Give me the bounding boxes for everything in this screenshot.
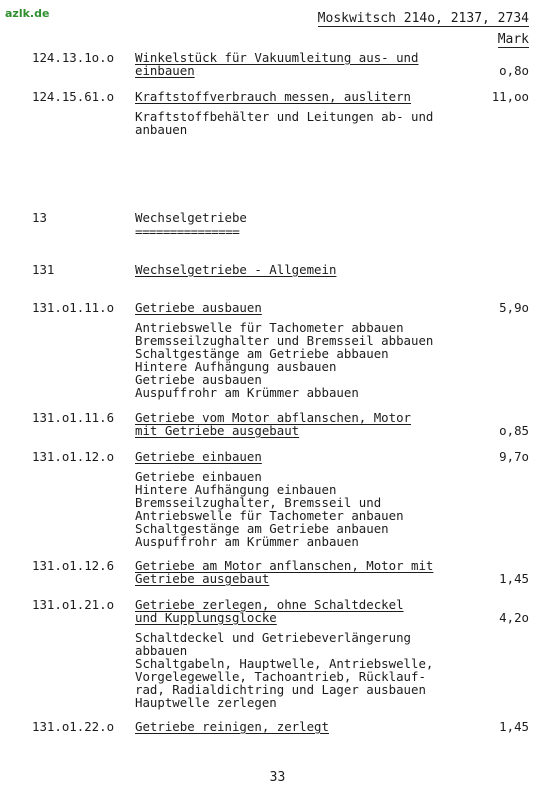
operation-code: 124.13.1o.o bbox=[32, 50, 115, 65]
operation-code: 131.o1.21.o bbox=[32, 597, 115, 612]
price: 11,oo bbox=[491, 89, 529, 104]
operation-title: Winkelstück für Vakuumleitung aus- und einbauen bbox=[135, 50, 419, 78]
operation-title: Getriebe zerlegen, ohne Schaltdeckel und Kupplungsglocke bbox=[135, 597, 404, 625]
operation-title: Getriebe am Motor anflanschen, Motor mit Getriebe ausgebaut bbox=[135, 558, 434, 586]
operation-code: 124.15.61.o bbox=[32, 89, 115, 104]
price: 4,2o bbox=[499, 610, 529, 625]
operation-code: 131.o1.11.6 bbox=[32, 410, 115, 425]
page-number: 33 bbox=[269, 770, 286, 785]
operation-code: 131.o1.22.o bbox=[32, 719, 115, 734]
price: 1,45 bbox=[499, 571, 529, 586]
operation-code: 131.o1.12.6 bbox=[32, 558, 115, 573]
price: 9,7o bbox=[499, 449, 529, 464]
subsection-code: 131 bbox=[32, 262, 55, 277]
operation-title: Getriebe ausbauen bbox=[135, 300, 262, 315]
operation-title: Getriebe reinigen, zerlegt bbox=[135, 719, 329, 734]
operation-title: Getriebe vom Motor abflanschen, Motor mit Getriebe ausgebaut bbox=[135, 410, 412, 438]
operation-title: Kraftstoffverbrauch messen, auslitern bbox=[135, 89, 412, 104]
operation-title: Getriebe einbauen bbox=[135, 449, 262, 464]
operation-details: Antriebswelle für Tachometer abbauen Bremsseilzughalter und Bremsseil abbauen Schaltgestänge am Getriebe abbauen Hintere Aufhängung ausbauen Getriebe ausbauen Auspuffrohr am Krümmer abbauen bbox=[135, 320, 434, 400]
price: o,8o bbox=[499, 63, 529, 78]
watermark: azlk.de bbox=[5, 7, 50, 20]
operation-code: 131.o1.11.o bbox=[32, 300, 115, 315]
operation-code: 131.o1.12.o bbox=[32, 449, 115, 464]
price: 1,45 bbox=[499, 719, 529, 734]
operation-details: Getriebe einbauen Hintere Aufhängung einbauen Bremsseilzughalter, Bremsseil und Antriebswelle für Tachometer anbauen Schaltgestänge am Getriebe anbauen Auspuffrohr am Krümmer anbauen bbox=[135, 469, 404, 549]
double-underline: =============== bbox=[135, 224, 240, 239]
operation-details: Schaltdeckel und Getriebeverlängerung abbauen Schaltgabeln, Hauptwelle, Antriebswelle, Vorgelegewelle, Tachoantrieb, Rücklauf- rad, Radialdichtring und Lager ausbauen Hauptwelle zerlegen bbox=[135, 630, 434, 710]
section-title: Wechselgetriebe bbox=[135, 210, 247, 225]
document-title: Moskwitsch 214o, 2137, 2734 bbox=[317, 11, 529, 26]
price: 5,9o bbox=[499, 300, 529, 315]
currency-header: Mark bbox=[497, 32, 529, 47]
section-code: 13 bbox=[32, 210, 47, 225]
price: o,85 bbox=[499, 423, 529, 438]
subsection-title: Wechselgetriebe - Allgemein bbox=[135, 262, 337, 277]
operation-details: Kraftstoffbehälter und Leitungen ab- und anbauen bbox=[135, 109, 434, 137]
